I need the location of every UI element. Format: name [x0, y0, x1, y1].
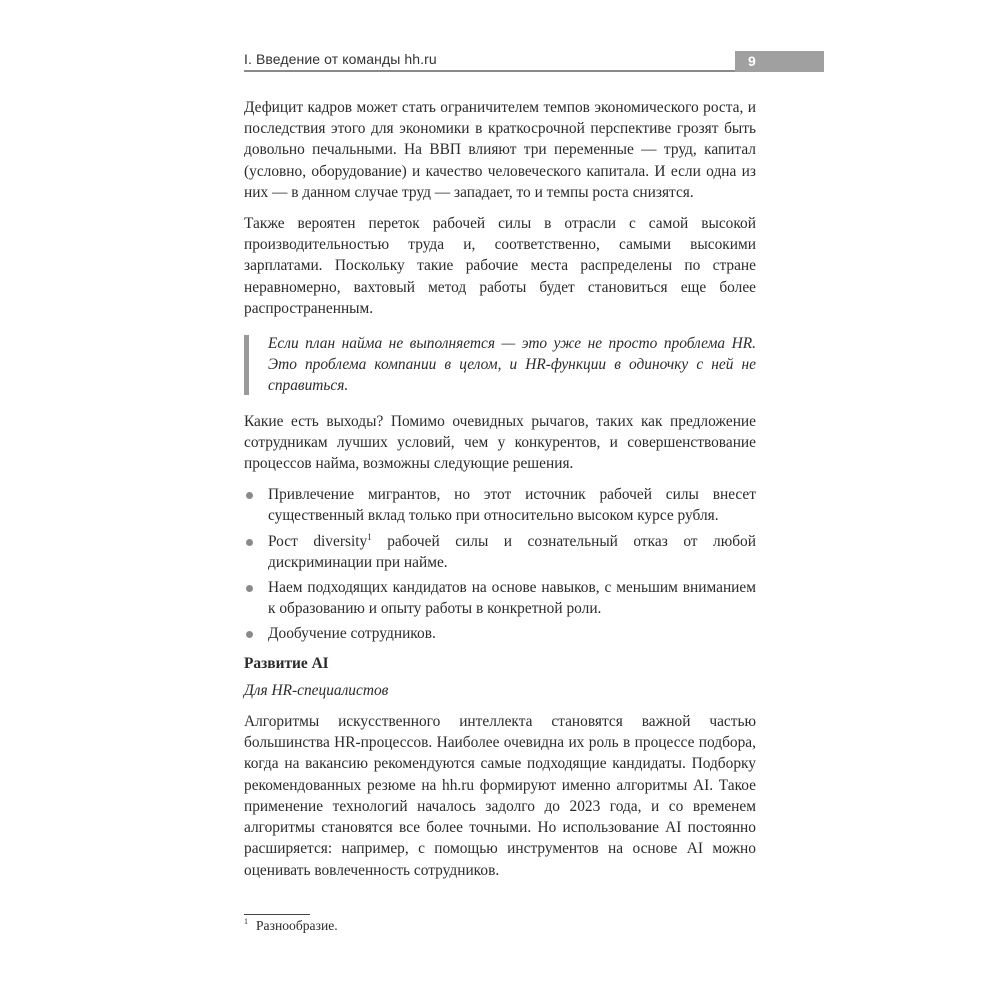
list-item-text: Дообучение сотрудников. — [268, 625, 436, 643]
main-text — [244, 97, 756, 891]
bullet-icon — [246, 631, 253, 638]
list-item — [244, 531, 756, 573]
bullet-icon — [246, 492, 253, 499]
footnote — [244, 918, 338, 934]
bullet-icon — [246, 539, 253, 546]
pull-quote — [244, 333, 756, 397]
bullet-list — [244, 484, 756, 644]
list-item — [244, 623, 756, 644]
list-item-text-end: рабочей силы и сознательный отказ от любой дискриминации при найме. — [268, 532, 756, 571]
paragraph: Также вероятен переток рабочей силы в отрасли с самой высокой производительностью труда и, соответственно, самыми высокими зарплатами. Поскольку такие рабочие места распределены по стране неравномерно, вахтовый метод работы будет становиться еще более распространенным. — [244, 215, 756, 317]
footnote-text: Разнообразие. — [256, 918, 338, 933]
quote-bar — [244, 335, 249, 395]
footnote-ref: 1 — [367, 531, 372, 542]
bullet-icon — [246, 585, 253, 592]
section-heading: Развитие AI — [244, 654, 329, 672]
list-item — [244, 577, 756, 619]
header-rule — [244, 70, 756, 72]
list-item — [244, 484, 756, 526]
paragraph: Какие есть выходы? Помимо очевидных рычагов, таких как предложение сотрудникам лучших условий, чем у конкурентов, и совершенствование процессов найма, возможны следующие решения. — [244, 412, 756, 473]
quote-text: Если план найма не выполняется — это уже не просто проблема HR. Это проблема компании в целом, и HR-функции в одиночку с ней не справиться. — [268, 335, 756, 395]
list-item-text: Привлечение мигрантов, но этот источник рабочей силы внесет существенный вклад только при относительно высоком курсе рубля. — [268, 486, 756, 525]
list-item-text: Наем подходящих кандидатов на основе навыков, с меньшим вниманием к образованию и опыту работы в конкретной роли. — [268, 579, 756, 618]
list-item-text — [268, 533, 756, 571]
running-header — [244, 48, 824, 73]
footnote-mark: 1 — [244, 917, 248, 927]
paragraph: Дефицит кадров может стать ограничителем темпов экономического роста, и последствия этого для экономики в краткосрочной перспективе грозят быть довольно печальными. На ВВП влияют три переменные — труд, капитал (условно, оборудование) и качество человеческого капитала. И если одна из них — в данном случае труд — западает, то и темпы роста снизятся. — [244, 99, 756, 201]
list-item-text-start: Рост diversity — [268, 532, 368, 550]
subsection-heading: Для HR-специалистов — [244, 681, 389, 699]
chapter-title: I. Введение от команды hh.ru — [244, 51, 437, 67]
paragraph: Алгоритмы искусственного интеллекта становятся важной частью большинства HR-процессов. Наиболее очевидна их роль в процессе подбора, когда на вакансию рекомендуются самые подходящие кандидаты. Подборку рекомендованных резюме на hh.ru формируют именно алгоритмы AI. Такое применение технологий началось задолго до 2023 года, и со временем алгоритмы становятся все более точными. Но использование AI постоянно расширяется: например, с помощью инструментов на основе AI можно оценивать вовлеченность сотрудников. — [244, 713, 756, 879]
page-number: 9 — [735, 51, 824, 72]
footnote-rule — [244, 914, 310, 915]
